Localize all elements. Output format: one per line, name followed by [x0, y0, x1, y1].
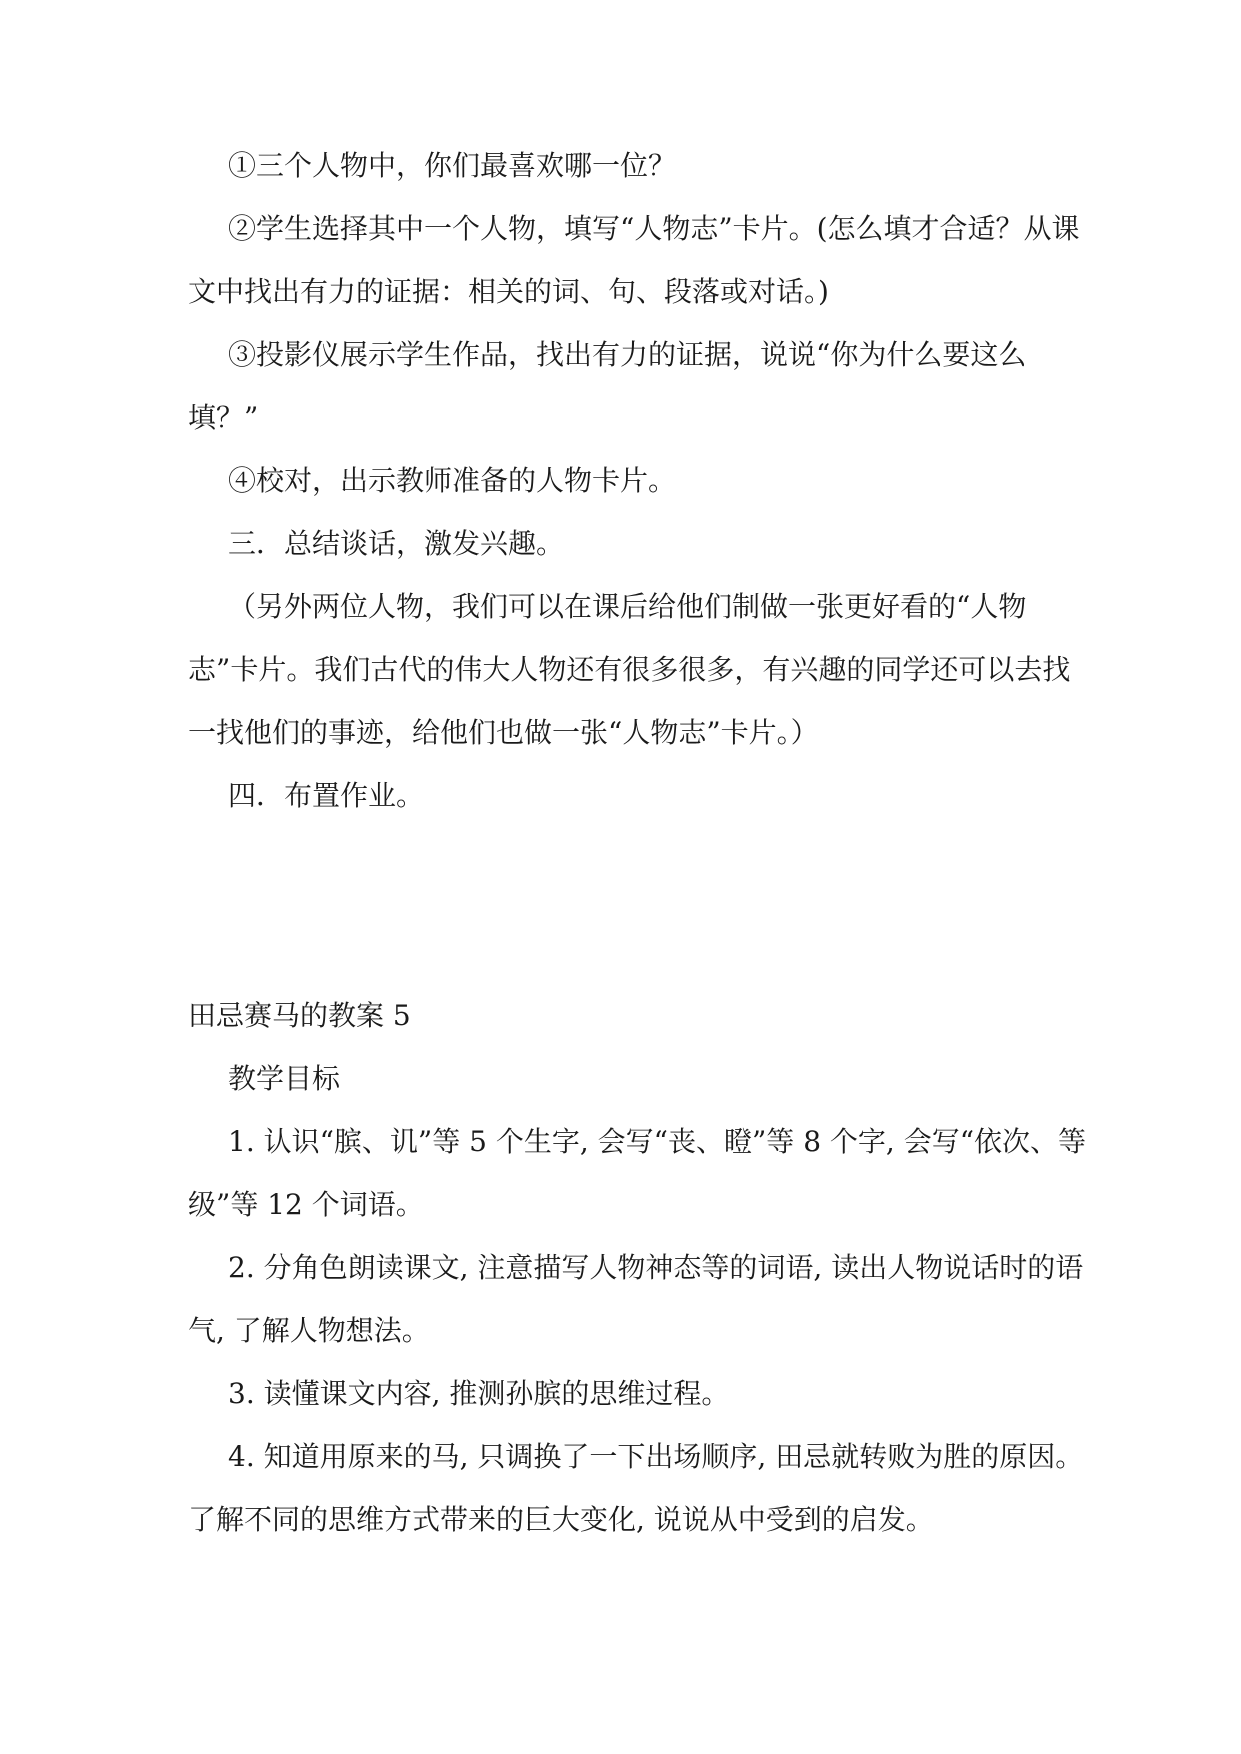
step-4-heading: 四．布置作业。 — [228, 779, 425, 812]
objective-3: 3. 读懂课文内容, 推测孙膑的思维过程。 — [228, 1377, 730, 1410]
question-4: ④校对，出示教师准备的人物卡片。 — [228, 464, 677, 497]
objectives-heading: 教学目标 — [228, 1062, 341, 1095]
step-3-text: （另外两位人物，我们可以在课后给他们制做一张更好看的“人物志”卡片。我们古代的伟大人物还有很多很多，有兴趣的同学还可以去找一找他们的事迹，给他们也做一张“人物志”卡片。） — [188, 590, 1071, 749]
objective-2: 2. 分角色朗读课文, 注意描写人物神态等的词语, 读出人物说话时的语气, 了解人物想法。 — [188, 1251, 1084, 1347]
question-2: ②学生选择其中一个人物，填写“人物志”卡片。(怎么填才合适？从课文中找出有力的证据：相关的词、句、段落或对话。) — [188, 212, 1080, 308]
lesson-title: 田忌赛马的教案 5 — [188, 999, 411, 1032]
question-3: ③投影仪展示学生作品，找出有力的证据，说说“你为什么要这么填？” — [188, 338, 1027, 434]
step-3-heading: 三．总结谈话，激发兴趣。 — [228, 527, 565, 560]
question-1: ①三个人物中，你们最喜欢哪一位？ — [228, 149, 677, 182]
objective-1: 1. 认识“膑、讥”等 5 个生字, 会写“丧、瞪”等 8 个字, 会写“依次、等级”等 12 个词语。 — [188, 1125, 1087, 1221]
objective-4: 4. 知道用原来的马, 只调换了一下出场顺序, 田忌就转败为胜的原因。了解不同的思维方式带来的巨大变化, 说说从中受到的启发。 — [188, 1440, 1084, 1536]
